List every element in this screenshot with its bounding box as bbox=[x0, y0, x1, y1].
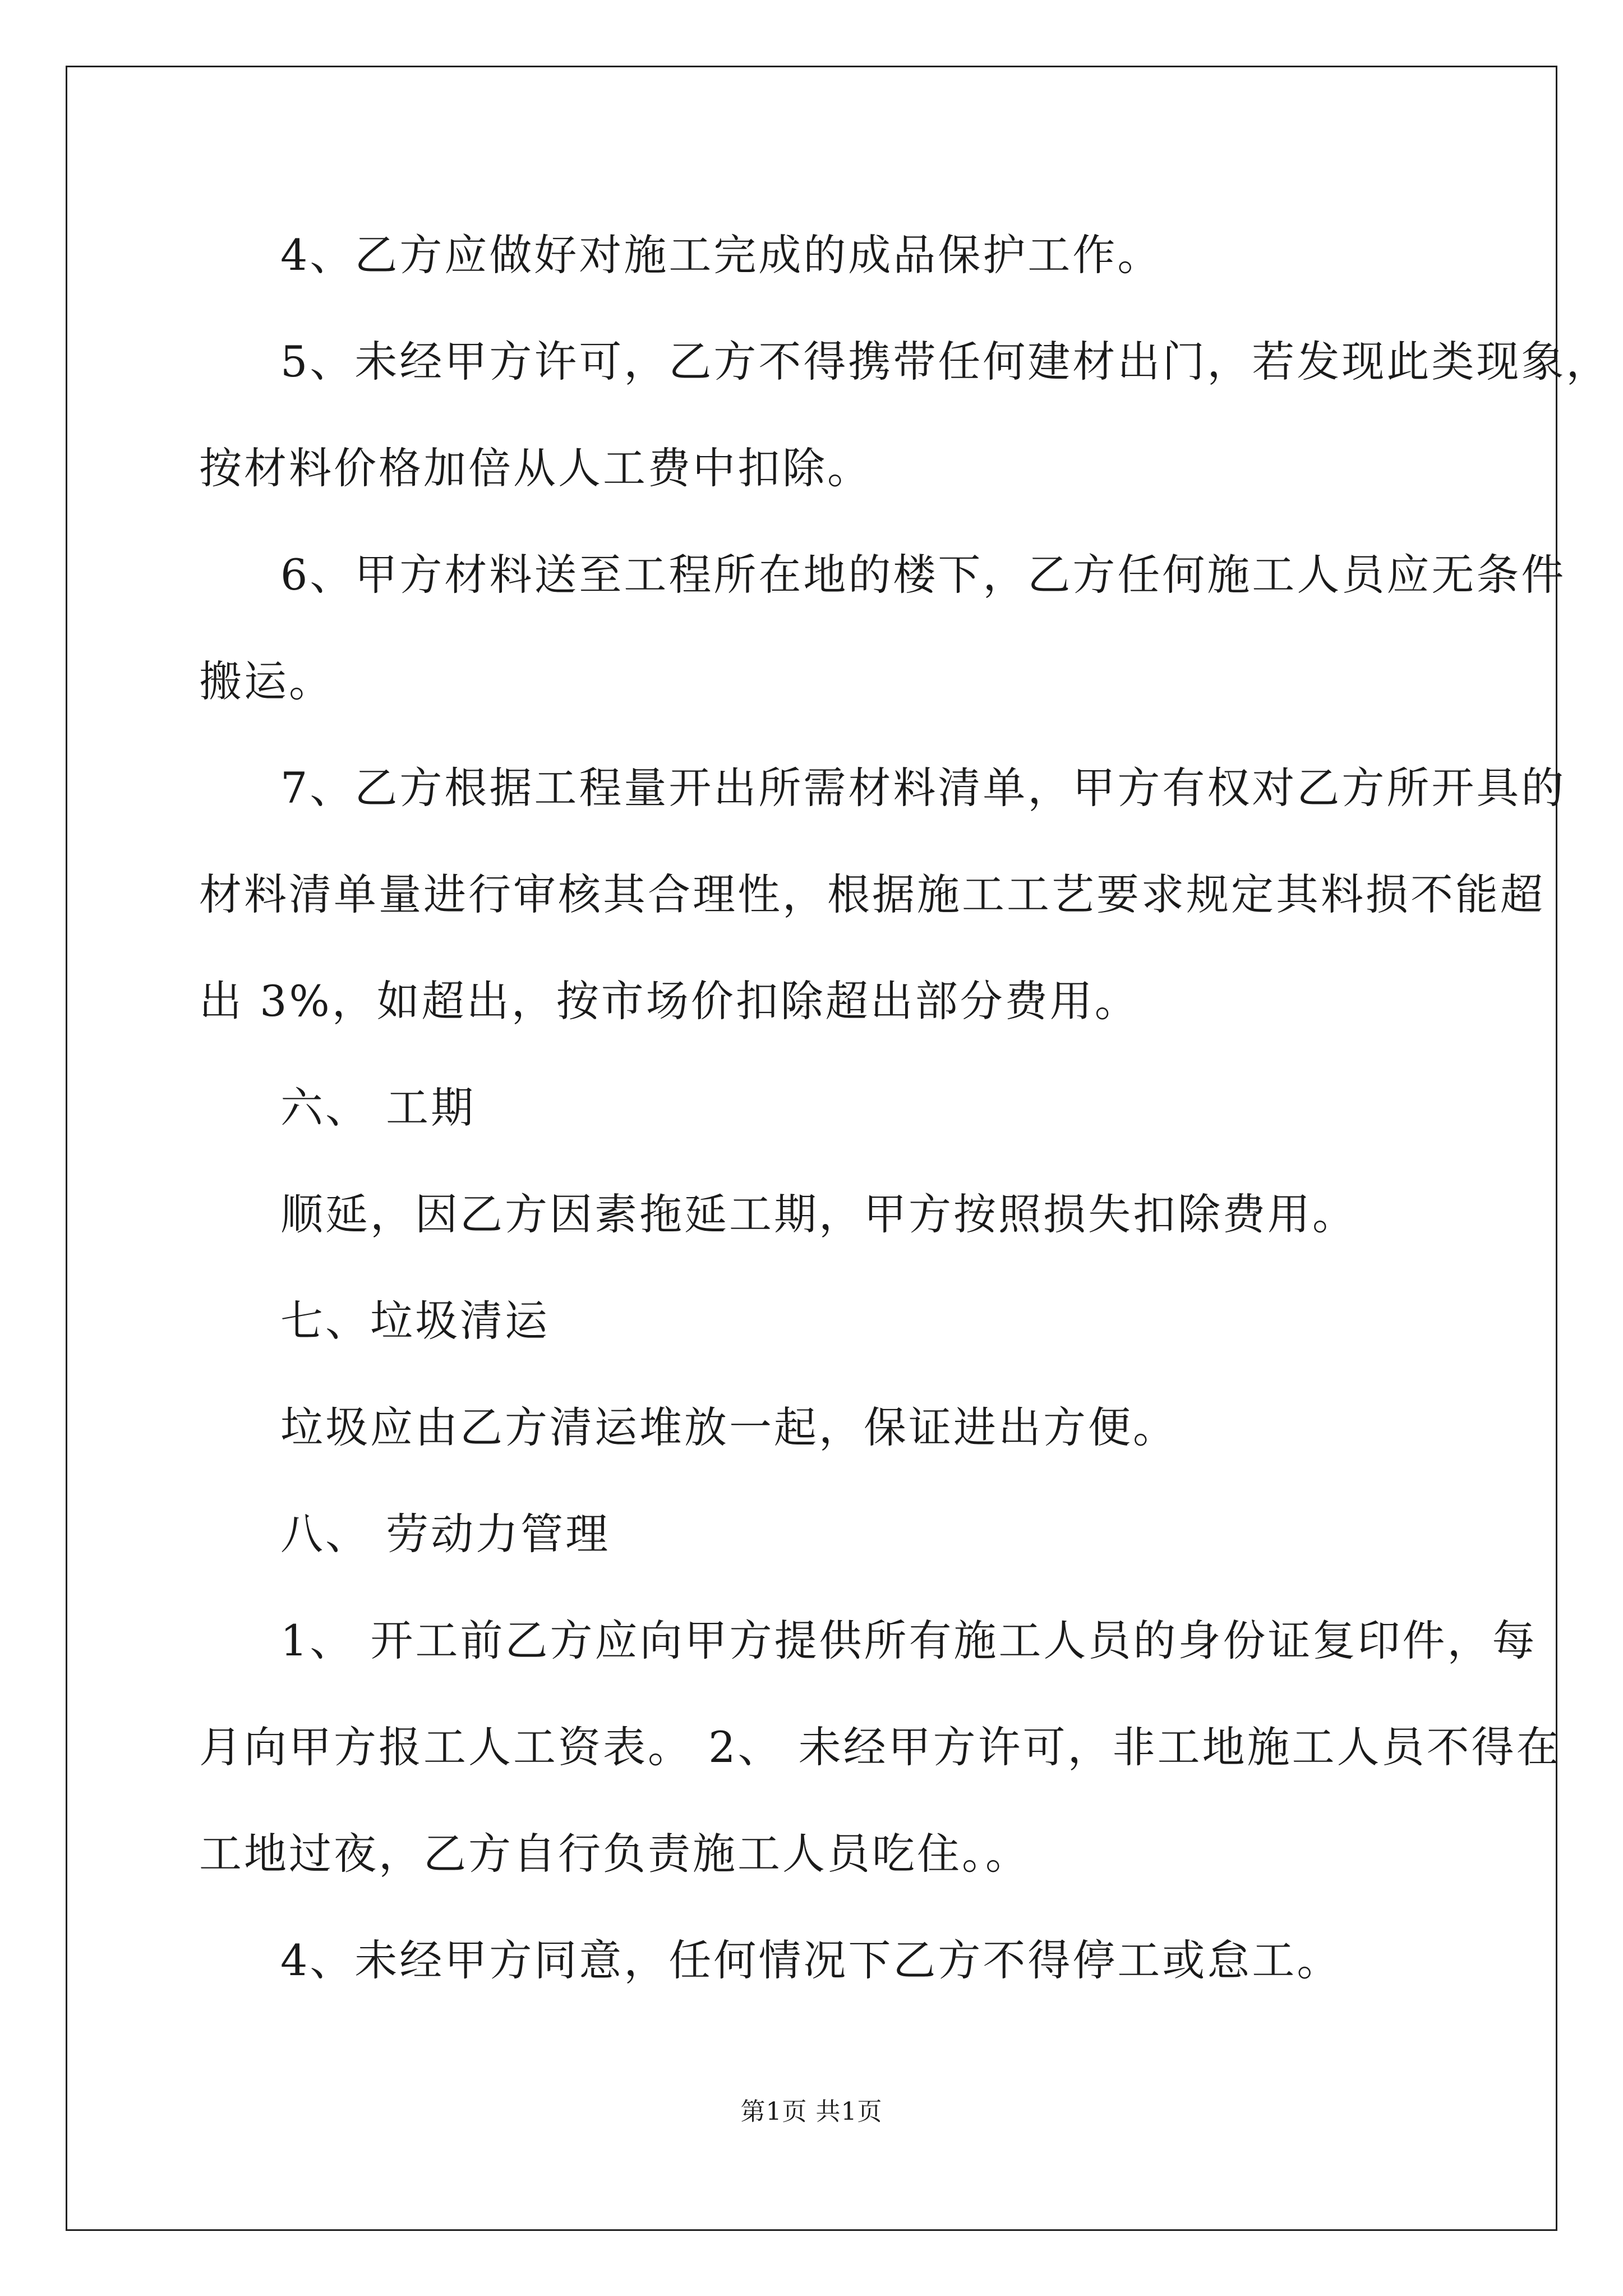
paragraph-line: 搬运。 bbox=[199, 656, 334, 706]
paragraph-line: 按材料价格加倍从人工费中扣除。 bbox=[199, 443, 872, 493]
section-heading: 八、 劳动力管理 bbox=[280, 1509, 611, 1559]
paragraph-line: 4、未经甲方同意，任何情况下乙方不得停工或怠工。 bbox=[280, 1935, 1342, 1985]
paragraph-line: 出 3%，如超出，按市场价扣除超出部分费用。 bbox=[199, 976, 1140, 1026]
paragraph-line: 垃圾应由乙方清运堆放一起，保证进出方便。 bbox=[280, 1402, 1178, 1452]
page-border bbox=[66, 66, 1557, 2231]
section-heading: 七、垃圾清运 bbox=[280, 1296, 550, 1346]
paragraph-line: 4、乙方应做好对施工完成的成品保护工作。 bbox=[280, 230, 1163, 280]
paragraph-line: 6、甲方材料送至工程所在地的楼下，乙方任何施工人员应无条件 bbox=[280, 550, 1566, 600]
page-footer: 第1页 共1页 bbox=[740, 2097, 883, 2126]
paragraph-line: 月向甲方报工人工资表。 2、 未经甲方许可，非工地施工人员不得在 bbox=[199, 1722, 1561, 1772]
paragraph-line: 顺延，因乙方因素拖延工期，甲方按照损失扣除费用。 bbox=[280, 1189, 1357, 1239]
section-heading: 六、 工期 bbox=[280, 1083, 476, 1133]
paragraph-line: 材料清单量进行审核其合理性，根据施工工艺要求规定其料损不能超 bbox=[199, 869, 1545, 919]
paragraph-line: 7、乙方根据工程量开出所需材料清单，甲方有权对乙方所开具的 bbox=[280, 763, 1566, 813]
paragraph-line: 1、 开工前乙方应向甲方提供所有施工人员的身份证复印件，每 bbox=[280, 1616, 1537, 1665]
paragraph-line: 工地过夜，乙方自行负责施工人员吃住。。 bbox=[199, 1829, 1030, 1879]
paragraph-line: 5、未经甲方许可，乙方不得携带任何建材出门，若发现此类现象， bbox=[280, 337, 1611, 386]
